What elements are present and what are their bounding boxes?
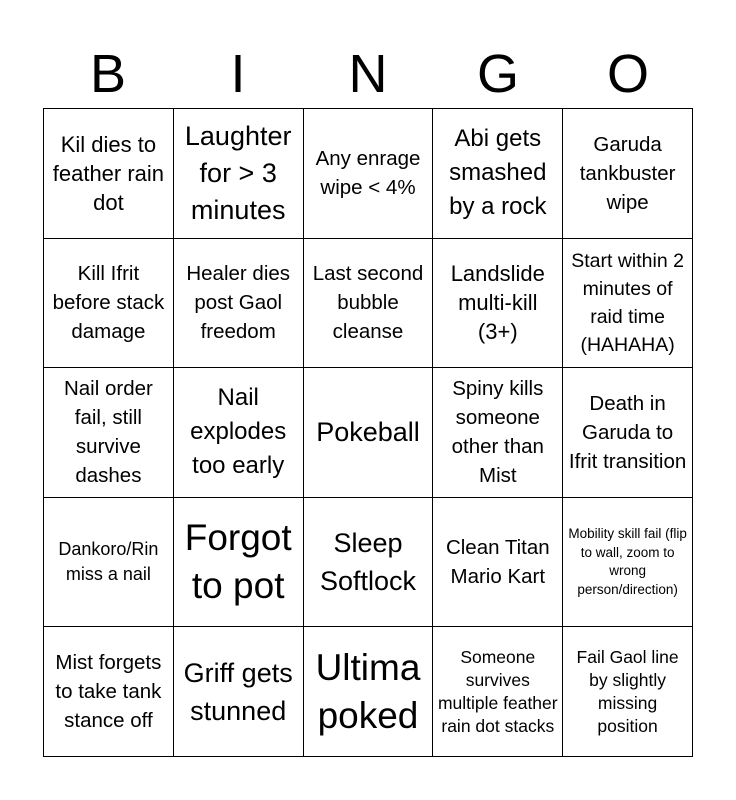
cell-text: Forgot to pot — [184, 517, 292, 607]
header-letter-n: N — [348, 44, 388, 104]
header-letter-g: G — [476, 44, 519, 104]
bingo-cell-r4c3[interactable] — [304, 498, 434, 628]
bingo-header — [43, 40, 693, 108]
bingo-cell-r1c4[interactable] — [433, 109, 563, 239]
cell-text: Clean Titan Mario Kart — [445, 536, 550, 589]
bingo-cell-r4c2[interactable] — [174, 498, 304, 628]
bingo-cell-r2c3[interactable] — [304, 239, 434, 369]
cell-text: Spiny kills someone other than Mist — [451, 377, 544, 488]
cell-text: Griff gets stunned — [183, 657, 293, 726]
bingo-cell-r2c1[interactable] — [44, 239, 174, 369]
header-letter-o: O — [606, 44, 649, 104]
bingo-cell-r1c5[interactable] — [563, 109, 693, 239]
cell-text: Someone survives multiple feather rain dot stacks — [437, 646, 558, 736]
bingo-cell-r2c4[interactable] — [433, 239, 563, 369]
cell-text: Fail Gaol line by slightly missing position — [576, 646, 679, 736]
bingo-cell-r5c1[interactable] — [44, 627, 174, 757]
bingo-cell-r4c1[interactable] — [44, 498, 174, 628]
bingo-cell-r5c4[interactable] — [433, 627, 563, 757]
cell-text: Mobility skill fail (flip to wall, zoom to wrong person/direction) — [568, 526, 687, 597]
cell-text: Abi gets smashed by a rock — [449, 125, 547, 221]
cell-text: Pokeball — [316, 417, 420, 448]
cell-text: Landslide multi-kill (3+) — [450, 261, 545, 345]
bingo-cell-r5c2[interactable] — [174, 627, 304, 757]
cell-text: Sleep Softlock — [319, 528, 417, 597]
cell-text: Kil dies to feather rain dot — [52, 131, 165, 215]
cell-text: Mist forgets to take tank stance off — [55, 651, 162, 733]
cell-text: Start within 2 minutes of raid time (HAHAHA) — [571, 249, 684, 356]
cell-text: Nail order fail, still survive dashes — [63, 377, 153, 488]
bingo-cell-r2c5[interactable] — [563, 239, 693, 369]
bingo-grid — [43, 108, 693, 757]
bingo-cell-r3c3[interactable] — [304, 368, 434, 498]
bingo-cell-r3c4[interactable] — [433, 368, 563, 498]
bingo-cell-r5c5[interactable] — [563, 627, 693, 757]
bingo-cell-r5c3[interactable] — [304, 627, 434, 757]
bingo-cell-r2c2[interactable] — [174, 239, 304, 369]
bingo-cell-r1c3[interactable] — [304, 109, 434, 239]
cell-text: Dankoro/Rin miss a nail — [58, 539, 159, 585]
cell-text: Laughter for > 3 minutes — [184, 120, 292, 225]
bingo-cell-r1c1[interactable] — [44, 109, 174, 239]
bingo-cell-r3c2[interactable] — [174, 368, 304, 498]
bingo-cell-r3c1[interactable] — [44, 368, 174, 498]
cell-text: Any enrage wipe < 4% — [315, 147, 421, 200]
bingo-cell-r4c4[interactable] — [433, 498, 563, 628]
header-letter-b: B — [89, 44, 127, 104]
bingo-cell-r3c5[interactable] — [563, 368, 693, 498]
cell-text: Death in Garuda to Ifrit transition — [568, 391, 687, 473]
header-letter-i: I — [230, 44, 246, 104]
cell-text: Ultima poked — [315, 646, 421, 736]
cell-text: Healer dies post Gaol freedom — [186, 262, 291, 344]
cell-text: Nail explodes too early — [190, 384, 287, 480]
bingo-cell-r4c5[interactable] — [563, 498, 693, 628]
cell-text: Last second bubble cleanse — [312, 262, 424, 344]
cell-text: Kill Ifrit before stack damage — [52, 262, 165, 344]
bingo-cell-r1c2[interactable] — [174, 109, 304, 239]
cell-text: Garuda tankbuster wipe — [579, 132, 676, 214]
